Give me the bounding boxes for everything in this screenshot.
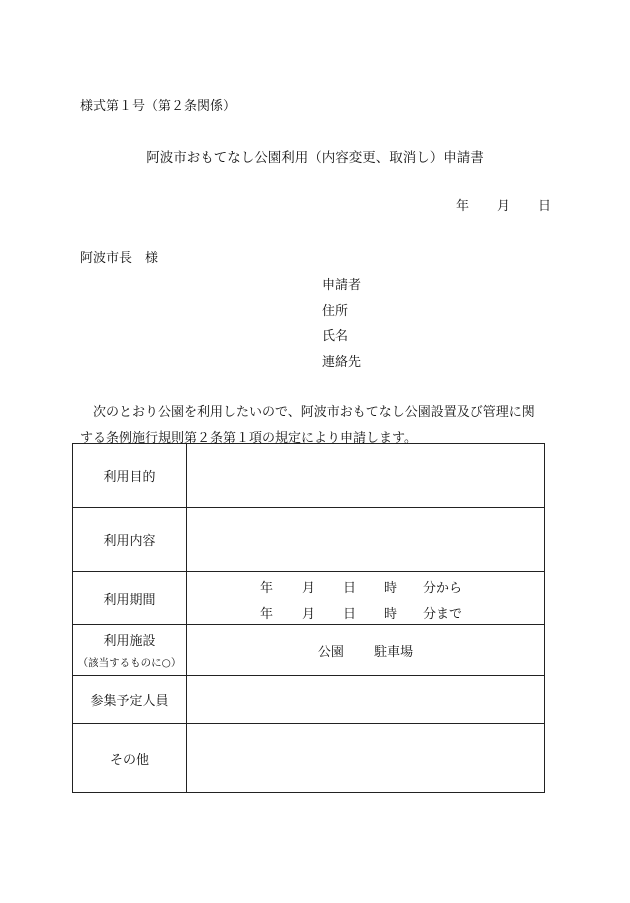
date-day-label: 日 (538, 199, 552, 214)
period-to-minute: 分まで (423, 607, 463, 622)
table-row (73, 572, 545, 625)
applicant-block (322, 273, 361, 375)
period-to-year: 年 (260, 607, 274, 622)
period-from-minute: 分から (423, 581, 463, 596)
table-row (73, 508, 545, 572)
period-from-day: 日 (343, 581, 357, 596)
content-field[interactable] (187, 508, 545, 572)
facility-note: （該当するものに○） (77, 657, 182, 669)
table-row (73, 444, 545, 508)
table-row (73, 676, 545, 724)
period-to-day: 日 (343, 607, 357, 622)
date-month-label: 月 (497, 199, 511, 214)
purpose-field[interactable] (187, 444, 545, 508)
facility-parking-option[interactable]: 駐車場 (374, 644, 414, 660)
date-year-label: 年 (456, 199, 470, 214)
other-label: その他 (73, 724, 187, 793)
facility-label: 利用施設 (103, 634, 156, 649)
period-from-hour: 時 (384, 581, 398, 596)
attendees-label: 参集予定人員 (73, 676, 187, 724)
purpose-label: 利用目的 (73, 444, 187, 508)
content-label: 利用内容 (73, 508, 187, 572)
period-field[interactable] (187, 572, 545, 625)
period-to-month: 月 (302, 607, 316, 622)
statement-line-1: 次のとおり公園を利用したいので、阿波市おもてなし公園設置及び管理に関 (93, 405, 535, 420)
period-to-hour: 時 (384, 607, 398, 622)
table-row (73, 724, 545, 793)
period-from-year: 年 (260, 581, 274, 596)
facility-label-cell (73, 625, 187, 676)
application-table (72, 443, 545, 793)
applicant-address-label: 住所 (322, 303, 349, 319)
other-field[interactable] (187, 724, 545, 793)
period-from-month: 月 (302, 581, 316, 596)
facility-park-option[interactable]: 公園 (317, 644, 344, 660)
period-from-row (187, 572, 544, 598)
attendees-field[interactable] (187, 676, 545, 724)
facility-field (187, 625, 545, 676)
applicant-contact-label: 連絡先 (322, 354, 362, 370)
form-number: 様式第１号（第２条関係） (80, 99, 237, 114)
period-label: 利用期間 (73, 572, 187, 625)
document-title: 阿波市おもてなし公園利用（内容変更、取消し）申請書 (146, 150, 484, 166)
statement-line-2: する条例施行規則第２条第１項の規定により申請します。 (80, 431, 417, 446)
addressee: 阿波市長 様 (80, 251, 159, 266)
applicant-heading: 申請者 (322, 278, 362, 293)
table-row (73, 625, 545, 676)
period-to-row (187, 598, 544, 624)
applicant-name-label: 氏名 (322, 329, 349, 344)
